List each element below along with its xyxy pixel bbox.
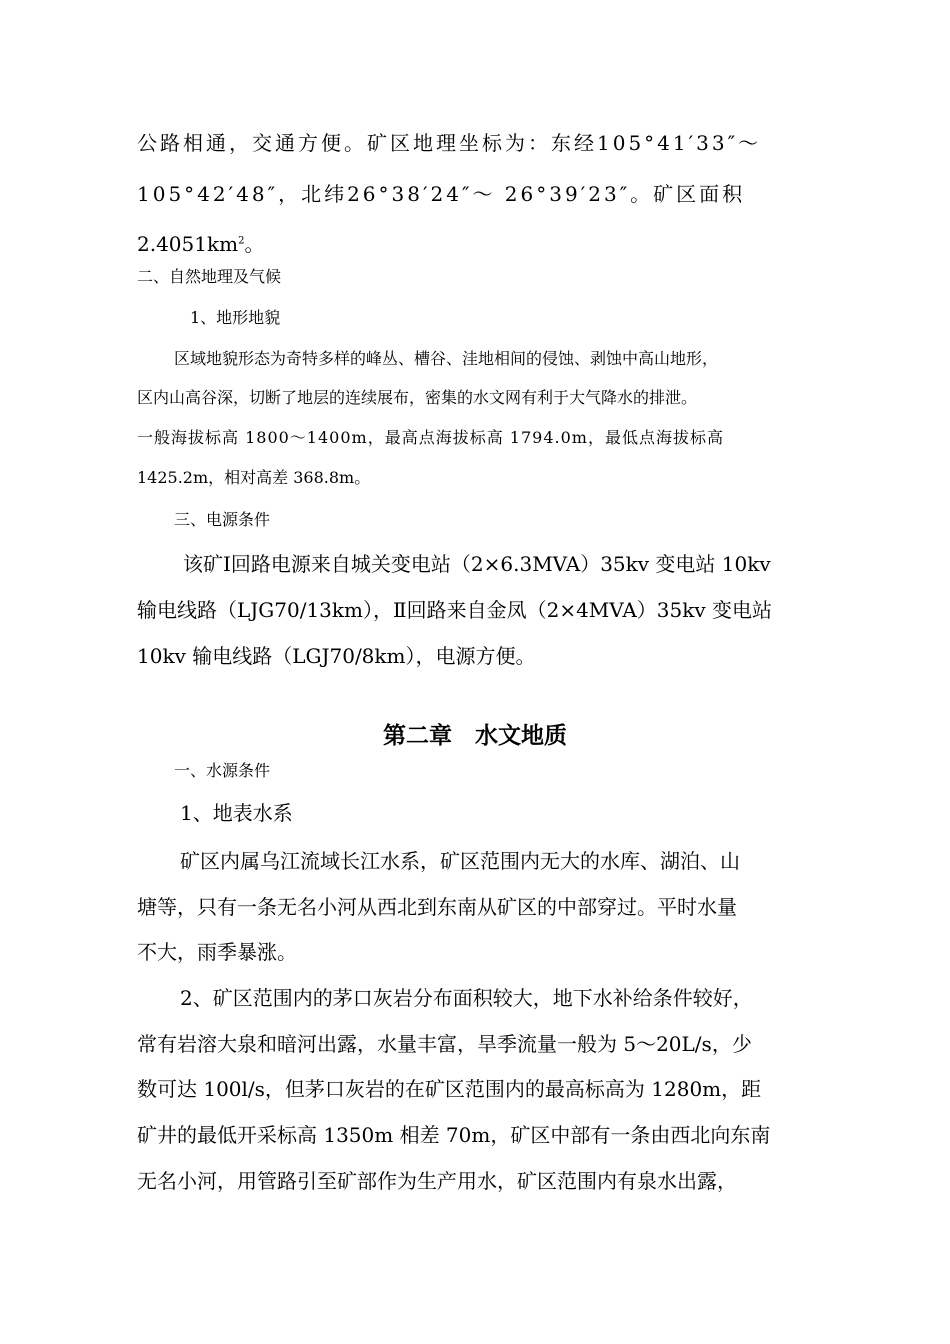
paragraph-line: 无名小河，用管路引至矿部作为生产用水，矿区范围内有泉水出露， xyxy=(137,1169,737,1193)
paragraph-line: 矿井的最低开采标高 1350m 相差 70m，矿区中部有一条由西北向东南 xyxy=(137,1123,771,1147)
section-title: 三、电源条件 xyxy=(174,510,271,529)
superscript: 2 xyxy=(238,235,245,247)
section-title: 一、水源条件 xyxy=(174,761,271,780)
paragraph-line: 不大，雨季暴涨。 xyxy=(137,940,297,964)
subsection-title: 1、地表水系 xyxy=(180,801,293,825)
paragraph-line: 塘等，只有一条无名小河从西北到东南从矿区的中部穿过。平时水量 xyxy=(137,895,737,919)
paragraph-line: 一般海拔标高 1800～1400m，最高点海拔标高 1794.0m，最低点海拔标高 xyxy=(137,428,724,447)
section-title: 二、自然地理及气候 xyxy=(137,267,282,286)
period: 。 xyxy=(244,232,265,256)
subsection-title: 1、地形地貌 xyxy=(190,308,281,327)
paragraph-line: 区域地貌形态为奇特多样的峰丛、槽谷、洼地相间的侵蚀、剥蚀中高山地形， xyxy=(174,349,719,368)
paragraph-line: 数可达 100l/s，但茅口灰岩的在矿区范围内的最高标高为 1280m，距 xyxy=(137,1077,762,1101)
paragraph-line: 区内山高谷深，切断了地层的连续展布，密集的水文网有利于大气降水的排泄。 xyxy=(137,388,698,407)
paragraph-line: 公路相通，交通方便。矿区地理坐标为：东经105°41′33″～ xyxy=(137,131,762,155)
paragraph-line: 2、矿区范围内的茅口灰岩分布面积较大，地下水补给条件较好， xyxy=(180,986,753,1010)
paragraph-line: 矿区内属乌江流域长江水系，矿区范围内无大的水库、湖泊、山 xyxy=(180,849,740,873)
area-value: 2.4051km xyxy=(137,232,239,256)
paragraph-line: 该矿Ⅰ回路电源来自城关变电站（2×6.3MVA）35kv 变电站 10kv xyxy=(183,552,771,576)
chapter-heading: 第二章 水文地质 xyxy=(383,723,567,749)
paragraph-line: 10kv 输电线路（LGJ70/8km），电源方便。 xyxy=(137,644,536,668)
paragraph-line: 常有岩溶大泉和暗河出露，水量丰富，旱季流量一般为 5～20L/s，少 xyxy=(137,1032,752,1056)
paragraph-line xyxy=(137,228,264,257)
paragraph-line: 1425.2m，相对高差 368.8m。 xyxy=(137,468,371,487)
paragraph-line: 105°42′48″，北纬26°38′24″～ 26°39′23″。矿区面积 xyxy=(137,182,746,206)
paragraph-line: 输电线路（LJG70/13km），Ⅱ回路来自金凤（2×4MVA）35kv 变电站 xyxy=(137,598,773,622)
